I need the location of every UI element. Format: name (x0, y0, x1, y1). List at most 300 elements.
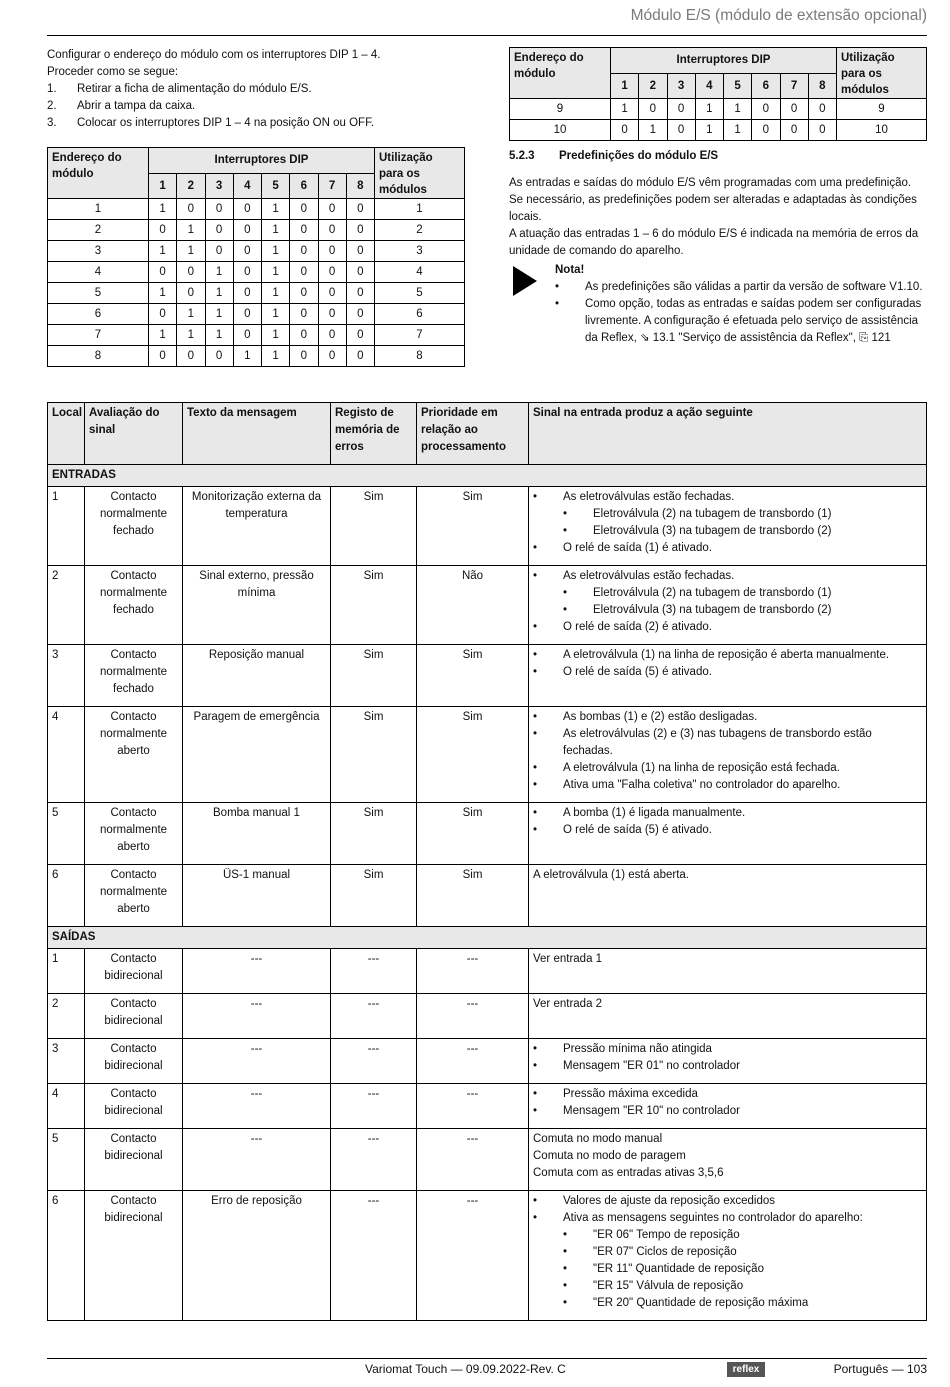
cell-eval: Contacto normalmente aberto (85, 803, 183, 865)
note-list (555, 279, 927, 347)
dip-switch-number: 6 (752, 73, 780, 99)
dip-cell-switch: 0 (233, 220, 261, 241)
dip-cell-switch: 1 (177, 220, 205, 241)
dip-switch-number: 4 (233, 173, 261, 199)
dip-switch-number: 8 (808, 73, 836, 99)
dip-cell-address: 7 (48, 325, 149, 346)
cell-eval: Contacto bidirecional (85, 1039, 183, 1084)
action-item (533, 777, 922, 794)
dip-switch-number: 1 (149, 173, 177, 199)
step-item (47, 98, 487, 115)
cell-priority: Sim (417, 645, 529, 707)
action-line: Ver entrada 1 (533, 953, 603, 965)
action-item-text: Pressão máxima excedida (563, 1088, 698, 1100)
dip-cell-switch: 0 (233, 241, 261, 262)
dip-cell-address: 5 (48, 283, 149, 304)
dip-head-address: Endereço do módulo (510, 48, 611, 99)
table-row (48, 566, 927, 645)
cell-eval: Contacto bidirecional (85, 1129, 183, 1191)
dip-cell-address: 6 (48, 304, 149, 325)
dip-cell-switch: 1 (695, 120, 723, 141)
cell-priority: --- (417, 994, 529, 1039)
dip-cell-switch: 1 (611, 99, 639, 120)
dip-cell-switch: 1 (205, 304, 233, 325)
dip-cell-switch: 0 (290, 262, 318, 283)
dip-row (48, 241, 465, 262)
dip-switch-number: 6 (290, 173, 318, 199)
cell-eval: Contacto bidirecional (85, 1191, 183, 1321)
cell-local: 6 (48, 865, 85, 927)
cell-message: Bomba manual 1 (183, 803, 331, 865)
dip-cell-address: 2 (48, 220, 149, 241)
action-item (533, 664, 922, 681)
action-subitem: • "ER 07" Ciclos de reposição (563, 1244, 922, 1261)
dip-cell-usage: 9 (837, 99, 927, 120)
dip-cell-address: 10 (510, 120, 611, 141)
action-subitem: • "ER 11" Quantidade de reposição (563, 1261, 922, 1278)
cell-action (529, 1129, 927, 1191)
cell-message: Paragem de emergência (183, 707, 331, 803)
dip-cell-address: 8 (48, 346, 149, 367)
dip-switch-number: 5 (262, 173, 290, 199)
action-item (533, 760, 922, 777)
cell-error-memory: Sim (331, 566, 417, 645)
dip-switch-number: 2 (177, 173, 205, 199)
cell-action (529, 994, 927, 1039)
dip-cell-usage: 6 (375, 304, 465, 325)
dip-row (48, 283, 465, 304)
dip-head-usage: Utilização para os módulos (375, 148, 465, 199)
dip-cell-switch: 1 (262, 325, 290, 346)
note-item: • Como opção, todas as entradas e saídas podem ser configuradas livremente. A configuração é efetuada pelo serviço de assistência da Reflex, ⇘ 13.1 "Serviço de assistência da Reflex", ⎘ 121 (555, 296, 927, 347)
dip-cell-switch: 0 (205, 220, 233, 241)
section-paragraph-2: A atuação das entradas 1 – 6 do módulo E/S é indicada na memória de erros da unidade de comando do aparelho. (509, 228, 919, 257)
dip-cell-switch: 0 (205, 199, 233, 220)
section-paragraph-1: As entradas e saídas do módulo E/S vêm programadas com uma predefinição. Se necessário, as predefinições podem ser alteradas e adaptadas às condições locais. (509, 177, 917, 223)
dip-cell-switch: 0 (290, 220, 318, 241)
table-row (48, 1084, 927, 1129)
cell-eval: Contacto normalmente fechado (85, 566, 183, 645)
cell-local: 5 (48, 803, 85, 865)
action-subitem: • Eletroválvula (3) na tubagem de transbordo (2) (563, 602, 922, 619)
cell-action (529, 949, 927, 994)
dip-cell-usage: 8 (375, 346, 465, 367)
dip-row (48, 262, 465, 283)
table-row (48, 1129, 927, 1191)
dip-switch-number: 7 (318, 173, 346, 199)
dip-cell-switch: 0 (667, 99, 695, 120)
action-sublist (563, 585, 922, 619)
cell-local: 4 (48, 707, 85, 803)
group-outputs-row (48, 927, 927, 949)
cell-priority: --- (417, 1191, 529, 1321)
dip-cell-switch: 0 (611, 120, 639, 141)
action-item-text: Pressão mínima não atingida (563, 1043, 712, 1055)
action-item-text: A eletroválvula (1) na linha de reposição está fechada. (563, 762, 840, 774)
intro-line-1: Configurar o endereço do módulo com os interruptores DIP 1 – 4. (47, 49, 381, 61)
note-item: • As predefinições são válidas a partir da versão de software V1.10. (555, 279, 927, 296)
dip-cell-address: 9 (510, 99, 611, 120)
intro-line-2: Proceder como se segue: (47, 66, 179, 78)
dip-head-usage: Utilização para os módulos (837, 48, 927, 99)
col-head-priority: Prioridade em relação ao processamento (417, 403, 529, 465)
cell-local: 1 (48, 949, 85, 994)
dip-cell-switch: 0 (290, 283, 318, 304)
dip-cell-switch: 1 (262, 220, 290, 241)
dip-cell-switch: 1 (262, 304, 290, 325)
action-item-text: A eletroválvula (1) na linha de reposição é aberta manualmente. (563, 649, 890, 661)
cell-local: 2 (48, 994, 85, 1039)
action-list (533, 1041, 922, 1075)
step-text: Retirar a ficha de alimentação do módulo E/S. (77, 83, 312, 95)
action-item-text: As eletroválvulas (2) e (3) nas tubagens de transbordo estão fechadas. (563, 728, 872, 757)
dip-cell-address: 3 (48, 241, 149, 262)
cell-message: --- (183, 1084, 331, 1129)
table-row (48, 949, 927, 994)
dip-cell-switch: 1 (205, 325, 233, 346)
steps-list (47, 81, 487, 132)
dip-cell-switch: 0 (233, 199, 261, 220)
action-subitem: • Eletroválvula (2) na tubagem de transbordo (1) (563, 506, 922, 523)
action-list (533, 647, 922, 681)
cell-action (529, 707, 927, 803)
step-item (47, 115, 487, 132)
dip-switch-number: 3 (667, 73, 695, 99)
dip-table-addresses-9-10 (509, 47, 927, 141)
action-list (533, 1086, 922, 1120)
dip-row (48, 199, 465, 220)
step-text: Abrir a tampa da caixa. (77, 100, 196, 112)
dip-cell-switch: 0 (346, 325, 374, 346)
dip-cell-switch: 0 (346, 241, 374, 262)
action-list (533, 568, 922, 636)
cell-eval: Contacto normalmente aberto (85, 707, 183, 803)
cell-action (529, 865, 927, 927)
step-number: 1. (47, 83, 57, 95)
dip-cell-switch: 1 (262, 346, 290, 367)
action-item (533, 619, 922, 636)
footer-page-number: Português — 103 (833, 1362, 927, 1376)
dip-cell-switch: 0 (233, 283, 261, 304)
dip-cell-switch: 0 (318, 241, 346, 262)
dip-cell-switch: 0 (149, 304, 177, 325)
cell-error-memory: Sim (331, 803, 417, 865)
dip-cell-switch: 1 (205, 283, 233, 304)
cell-eval: Contacto normalmente fechado (85, 487, 183, 566)
dip-cell-switch: 1 (724, 120, 752, 141)
dip-cell-switch: 0 (149, 262, 177, 283)
reflex-logo: reflex (727, 1362, 765, 1377)
footer-document-info: Variomat Touch — 09.09.2022-Rev. C (365, 1362, 566, 1376)
dip-cell-switch: 1 (177, 241, 205, 262)
cell-message: --- (183, 1129, 331, 1191)
dip-cell-switch: 0 (149, 346, 177, 367)
action-item-text: A bomba (1) é ligada manualmente. (563, 807, 746, 819)
dip-cell-switch: 0 (346, 220, 374, 241)
dip-cell-switch: 0 (346, 304, 374, 325)
cell-message: Sinal externo, pressão mínima (183, 566, 331, 645)
action-line: Ver entrada 2 (533, 998, 603, 1010)
section-heading (509, 148, 927, 165)
action-list (533, 709, 922, 794)
dip-cell-switch: 0 (290, 241, 318, 262)
dip-cell-switch: 0 (639, 99, 667, 120)
action-sublist (563, 1227, 922, 1312)
cell-error-memory: Sim (331, 707, 417, 803)
action-line: Comuta no modo manual (533, 1133, 663, 1145)
cell-message: Monitorização externa da temperatura (183, 487, 331, 566)
col-head-error-memory: Registo de memória de erros (331, 403, 417, 465)
dip-cell-switch: 1 (695, 99, 723, 120)
dip-cell-switch: 0 (346, 346, 374, 367)
dip-cell-usage: 10 (837, 120, 927, 141)
cell-message: --- (183, 949, 331, 994)
note-arrow-icon (513, 266, 537, 296)
dip-cell-usage: 4 (375, 262, 465, 283)
dip-cell-switch: 0 (808, 99, 836, 120)
action-item (533, 647, 922, 664)
dip-cell-switch: 0 (752, 99, 780, 120)
table-row (48, 707, 927, 803)
dip-cell-switch: 0 (177, 199, 205, 220)
dip-switch-number: 1 (611, 73, 639, 99)
table-row (48, 1191, 927, 1321)
dip-cell-switch: 0 (318, 346, 346, 367)
cell-action (529, 1084, 927, 1129)
col-head-eval: Avaliação do sinal (85, 403, 183, 465)
action-sublist (563, 506, 922, 540)
dip-cell-switch: 1 (149, 325, 177, 346)
dip-row (510, 99, 927, 120)
dip-row (48, 346, 465, 367)
dip-cell-switch: 1 (233, 346, 261, 367)
action-item (533, 822, 922, 839)
dip-switch-number: 8 (346, 173, 374, 199)
dip-head-switches: Interruptores DIP (149, 148, 375, 174)
note-title: Nota! (555, 264, 585, 276)
action-item-text: O relé de saída (5) é ativado. (563, 666, 712, 678)
action-item-text: As eletroválvulas estão fechadas. (563, 491, 735, 503)
cell-eval: Contacto bidirecional (85, 1084, 183, 1129)
action-item (533, 489, 922, 540)
action-item (533, 1103, 922, 1120)
dip-cell-switch: 0 (177, 283, 205, 304)
table-row (48, 487, 927, 566)
table-row (48, 865, 927, 927)
action-subitem: • "ER 20" Quantidade de reposição máxima (563, 1295, 922, 1312)
dip-cell-switch: 0 (233, 325, 261, 346)
dip-cell-switch: 0 (318, 220, 346, 241)
dip-row (48, 220, 465, 241)
dip-head-switches: Interruptores DIP (611, 48, 837, 74)
dip-cell-switch: 0 (318, 325, 346, 346)
cell-error-memory: Sim (331, 487, 417, 566)
action-item (533, 726, 922, 760)
action-subitem: • Eletroválvula (2) na tubagem de transbordo (1) (563, 585, 922, 602)
action-item-text: Ativa as mensagens seguintes no controlador do aparelho: (563, 1212, 863, 1224)
action-item-text: Mensagem "ER 10" no controlador (563, 1105, 740, 1117)
col-head-message: Texto da mensagem (183, 403, 331, 465)
dip-row (510, 120, 927, 141)
action-item-text: O relé de saída (5) é ativado. (563, 824, 712, 836)
cell-eval: Contacto bidirecional (85, 994, 183, 1039)
dip-cell-switch: 1 (262, 241, 290, 262)
cell-error-memory: --- (331, 949, 417, 994)
cell-action (529, 803, 927, 865)
dip-cell-switch: 1 (149, 199, 177, 220)
dip-cell-usage: 7 (375, 325, 465, 346)
action-item (533, 709, 922, 726)
cell-priority: Sim (417, 487, 529, 566)
action-item-text: As eletroválvulas estão fechadas. (563, 570, 735, 582)
step-text: Colocar os interruptores DIP 1 – 4 na posição ON ou OFF. (77, 117, 375, 129)
dip-cell-switch: 0 (318, 283, 346, 304)
cell-message: --- (183, 994, 331, 1039)
action-list (533, 1193, 922, 1312)
dip-cell-switch: 0 (318, 262, 346, 283)
dip-cell-switch: 0 (780, 99, 808, 120)
dip-cell-switch: 0 (808, 120, 836, 141)
cell-local: 2 (48, 566, 85, 645)
dip-cell-switch: 1 (177, 304, 205, 325)
cell-action (529, 1039, 927, 1084)
cell-local: 3 (48, 645, 85, 707)
action-line: Comuta no modo de paragem (533, 1150, 686, 1162)
dip-head-address: Endereço do módulo (48, 148, 149, 199)
action-item (533, 1041, 922, 1058)
cell-message: --- (183, 1039, 331, 1084)
page-footer (47, 1358, 927, 1380)
dip-switch-number: 7 (780, 73, 808, 99)
action-list (533, 489, 922, 557)
dip-cell-address: 1 (48, 199, 149, 220)
page-header (47, 6, 927, 36)
dip-cell-switch: 0 (752, 120, 780, 141)
section-title: Predefinições do módulo E/S (559, 150, 719, 162)
note-box (509, 262, 927, 347)
action-item (533, 1193, 922, 1210)
cell-error-memory: --- (331, 994, 417, 1039)
dip-cell-switch: 1 (177, 325, 205, 346)
section-io-defaults (509, 148, 927, 347)
dip-cell-switch: 1 (262, 283, 290, 304)
col-head-local: Local (48, 403, 85, 465)
action-item-text: Mensagem "ER 01" no controlador (563, 1060, 740, 1072)
dip-cell-switch: 0 (318, 304, 346, 325)
cell-error-memory: Sim (331, 865, 417, 927)
cell-eval: Contacto bidirecional (85, 949, 183, 994)
cell-local: 5 (48, 1129, 85, 1191)
group-inputs-row (48, 465, 927, 487)
action-line: Comuta com as entradas ativas 3,5,6 (533, 1167, 724, 1179)
dip-switch-number: 5 (724, 73, 752, 99)
action-item (533, 805, 922, 822)
step-item (47, 81, 487, 98)
dip-cell-switch: 0 (205, 241, 233, 262)
action-subitem: • "ER 15" Válvula de reposição (563, 1278, 922, 1295)
dip-cell-usage: 3 (375, 241, 465, 262)
cell-priority: --- (417, 1129, 529, 1191)
dip-switch-number: 3 (205, 173, 233, 199)
dip-cell-switch: 1 (724, 99, 752, 120)
action-subitem: • "ER 06" Tempo de reposição (563, 1227, 922, 1244)
table-row (48, 1039, 927, 1084)
action-item (533, 568, 922, 619)
cell-priority: Não (417, 566, 529, 645)
dip-cell-switch: 0 (290, 304, 318, 325)
cell-action (529, 645, 927, 707)
action-item (533, 1058, 922, 1075)
cell-action (529, 566, 927, 645)
dip-cell-usage: 5 (375, 283, 465, 304)
cell-priority: --- (417, 1084, 529, 1129)
dip-cell-switch: 0 (290, 346, 318, 367)
dip-cell-switch: 0 (346, 262, 374, 283)
dip-cell-switch: 1 (639, 120, 667, 141)
action-item-text: Valores de ajuste da reposição excedidos (563, 1195, 776, 1207)
cell-local: 1 (48, 487, 85, 566)
dip-cell-switch: 0 (346, 283, 374, 304)
cell-priority: Sim (417, 707, 529, 803)
dip-cell-switch: 0 (177, 262, 205, 283)
dip-cell-switch: 1 (149, 283, 177, 304)
dip-row (48, 304, 465, 325)
table-row (48, 803, 927, 865)
intro-block (47, 47, 487, 132)
dip-cell-switch: 0 (177, 346, 205, 367)
action-item-text: O relé de saída (2) é ativado. (563, 621, 712, 633)
dip-cell-switch: 0 (290, 325, 318, 346)
cell-error-memory: --- (331, 1191, 417, 1321)
cell-message: ÜS-1 manual (183, 865, 331, 927)
cell-error-memory: --- (331, 1084, 417, 1129)
action-item (533, 1086, 922, 1103)
table-row (48, 994, 927, 1039)
dip-cell-address: 4 (48, 262, 149, 283)
cell-error-memory: --- (331, 1039, 417, 1084)
action-item-text: O relé de saída (1) é ativado. (563, 542, 712, 554)
dip-cell-switch: 0 (290, 199, 318, 220)
dip-table-addresses-1-8 (47, 147, 465, 367)
action-item (533, 1210, 922, 1312)
cell-priority: --- (417, 949, 529, 994)
dip-switch-number: 2 (639, 73, 667, 99)
cell-priority: Sim (417, 803, 529, 865)
cell-eval: Contacto normalmente fechado (85, 645, 183, 707)
cell-error-memory: Sim (331, 645, 417, 707)
dip-cell-switch: 0 (346, 199, 374, 220)
dip-cell-usage: 2 (375, 220, 465, 241)
dip-cell-switch: 0 (233, 304, 261, 325)
cell-action (529, 487, 927, 566)
dip-cell-switch: 1 (262, 262, 290, 283)
cell-message: Reposição manual (183, 645, 331, 707)
section-number: 5.2.3 (509, 150, 535, 162)
group-outputs-heading: SAÍDAS (48, 927, 927, 949)
dip-cell-switch: 1 (205, 262, 233, 283)
dip-cell-switch: 0 (780, 120, 808, 141)
cell-local: 6 (48, 1191, 85, 1321)
table-row (48, 645, 927, 707)
header-title: Módulo E/S (módulo de extensão opcional) (630, 7, 927, 24)
dip-cell-switch: 0 (233, 262, 261, 283)
dip-cell-switch: 0 (667, 120, 695, 141)
action-subitem: • Eletroválvula (3) na tubagem de transbordo (2) (563, 523, 922, 540)
step-number: 3. (47, 117, 57, 129)
cell-priority: Sim (417, 865, 529, 927)
dip-switch-number: 4 (695, 73, 723, 99)
cell-action (529, 1191, 927, 1321)
